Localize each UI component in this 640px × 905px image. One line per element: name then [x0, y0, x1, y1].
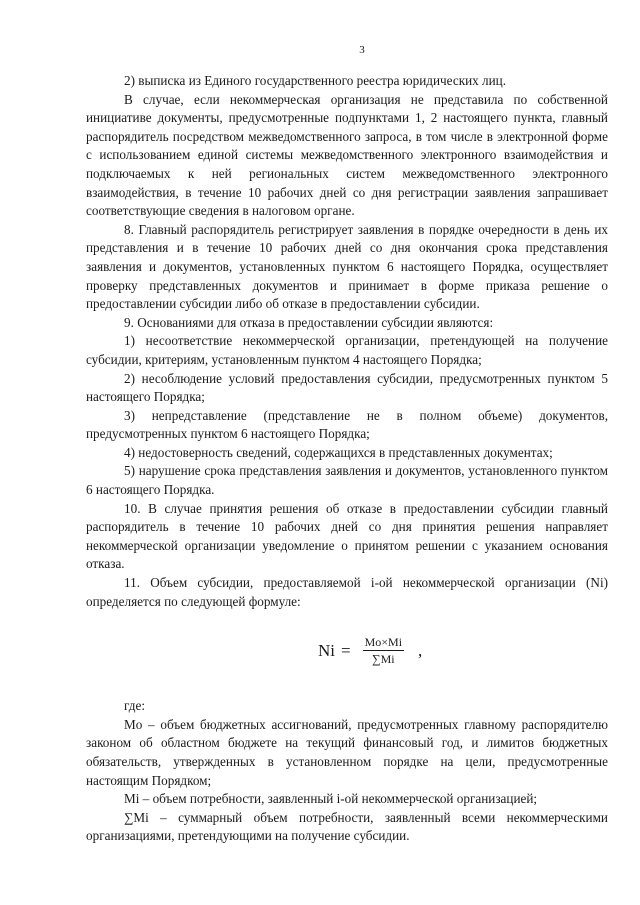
formula-equals: = — [341, 640, 351, 660]
paragraph: 8. Главный распорядитель регистрирует заявления в порядке очередности в день их представления и в течение 10 рабочих дней со дня окончания срока представления заявления и документов, установленных пунктом 6 настоящего Порядка, осуществляет проверку представленных документов и принимает в форме приказа решение о предоставлении субсидии либо об отказе в предоставлении субсидии. — [86, 221, 608, 312]
paragraph: 5) нарушение срока представления заявления и документов, установленного пунктом 6 настоящего Порядка. — [86, 463, 608, 498]
paragraph: В случае, если некоммерческая организация не представила по собственной инициативе документы, предусмотренные подпунктами 1, 2 настоящего пункта, главный распорядитель посредством межведомственного запроса, в том числе в электронной форме с использованием единой системы межведомственного электронного взаимодействия и подключаемых к ней региональных систем межведомственного электронного взаимодействия, в течение 10 рабочих дней со дня регистрации заявления запрашивает соответствующие сведения в налоговом органе. — [86, 91, 608, 219]
body-text-bottom — [86, 697, 608, 846]
paragraph: где: — [124, 698, 145, 714]
formula-denominator: ∑Mi — [372, 652, 395, 667]
paragraph: Mi – объем потребности, заявленный i-ой некоммерческой организацией; — [124, 791, 538, 807]
paragraph: 2) выписка из Единого государственного реестра юридических лиц. — [124, 73, 507, 88]
paragraph: 9. Основаниями для отказа в предоставлении субсидии являются: — [124, 314, 494, 330]
paragraph: Mo – объем бюджетных ассигнований, предусмотренных главному распорядителю законом об областном бюджете на текущий финансовый год, и лимитов бюджетных обязательств, утвержденных в установленном порядке на цели, предусмотренные настоящим Порядком; — [86, 716, 608, 788]
paragraph: ∑Mi – суммарный объем потребности, заявленный всеми некоммерческими организациями, претендующими на получение субсидии. — [86, 809, 608, 844]
page-number: 3 — [359, 44, 365, 56]
formula-lhs: Ni — [318, 640, 335, 660]
formula-fraction — [363, 635, 404, 666]
paragraph: 10. В случае принятия решения об отказе в предоставлении субсидии главный распорядитель в течение 10 рабочих дней со дня принятия решения направляет некоммерческой организации уведомление о принятом решении с указанием основания отказа. — [86, 500, 608, 572]
formula-numerator: Mo×Mi — [364, 635, 403, 650]
body-text-top — [86, 72, 608, 611]
paragraph: 11. Объем субсидии, предоставляемой i-ой некоммерческой организации (Ni) определяется по следующей формуле: — [86, 575, 608, 609]
paragraph: 2) несоблюдение условий предоставления субсидии, предусмотренных пунктом 5 настоящего Порядка; — [86, 370, 608, 405]
subsidy-formula — [86, 621, 608, 691]
paragraph: 3) непредставление (представление не в полном объеме) документов, предусмотренных пунктом 6 настоящего Порядка; — [86, 407, 608, 442]
formula-tail: , — [418, 640, 423, 660]
paragraph: 4) недостоверность сведений, содержащихся в представленных документах; — [124, 444, 553, 460]
fraction-bar — [363, 650, 404, 651]
paragraph: 1) несоответствие некоммерческой организации, претендующей на получение субсидии, критериям, установленным пунктом 4 настоящего Порядка; — [86, 333, 608, 367]
